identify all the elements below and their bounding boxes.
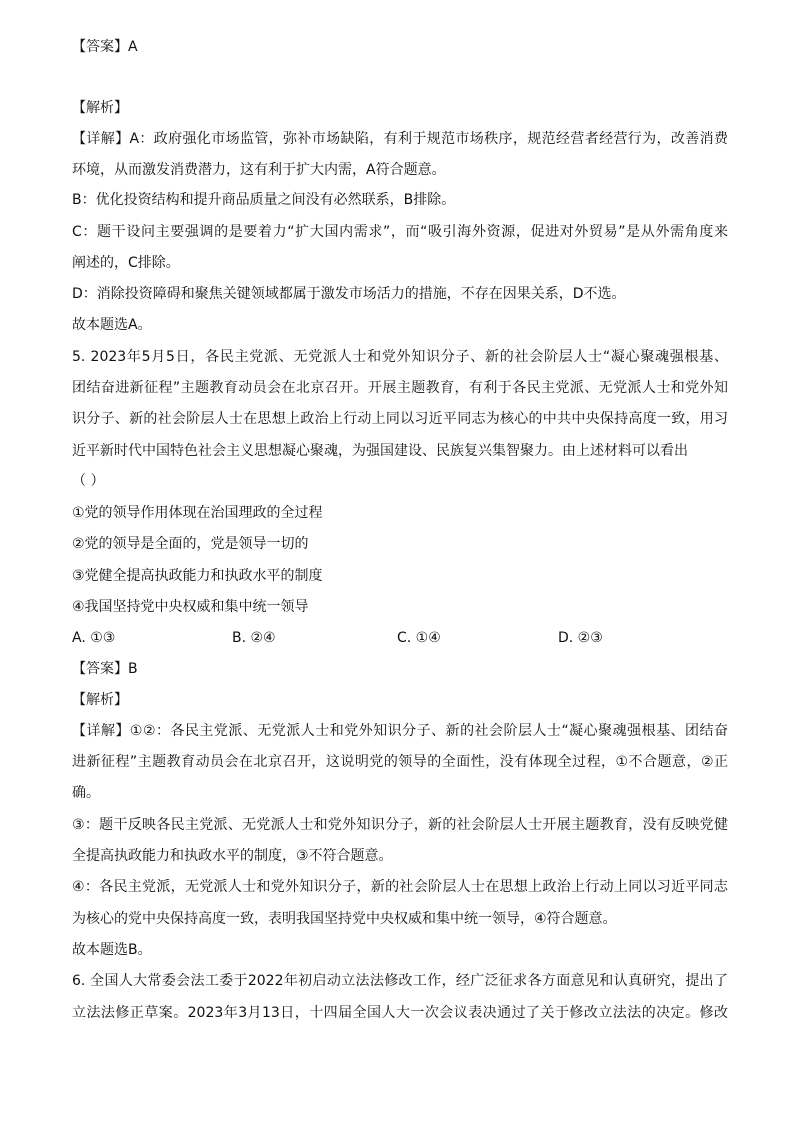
q5-detail-line: 进新征程”主题教育动员会在北京召开，这说明党的领导的全面性，没有体现全过程，①不合题意，②正: [72, 754, 728, 770]
q4-detail-line: 【详解】A：政府强化市场监管，弥补市场缺陷，有利于规范市场秩序，规范经营者经营行为，改善消费: [72, 131, 728, 147]
q5-answer-blank: （ ）: [72, 473, 105, 489]
q4-detail-line: 阐述的，C排除。: [72, 255, 180, 271]
q5-option-b: B. ②④: [232, 630, 276, 646]
q5-detail-line: 确。: [72, 785, 100, 801]
q5-option-a: A. ①③: [72, 630, 116, 646]
answer-label: 【答案】: [72, 661, 128, 677]
q5-stem-line: 5. 2023年5月5日，各民主党派、无党派人士和党外知识分子、新的社会阶层人士“凝心聚魂强根基、: [72, 349, 728, 365]
q5-statement: ④我国坚持党中央权威和集中统一领导: [72, 599, 309, 615]
q6-stem-line: 立法法修正草案。2023年3月13日，十四届全国人大一次会议表决通过了关于修改立法法的决定。修改: [72, 1005, 728, 1021]
q5-detail-line: 为核心的党中央保持高度一致，表明我国坚持党中央权威和集中统一领导，④符合题意。: [72, 911, 617, 927]
q5-detail-line: 全提高执政能力和执政水平的制度，③不符合题意。: [72, 848, 393, 864]
q5-statement: ③党健全提高执政能力和执政水平的制度: [72, 568, 323, 584]
q5-statement: ①党的领导作用体现在治国理政的全过程: [72, 505, 323, 521]
q5-option-d: D. ②③: [558, 630, 603, 646]
q6-stem-line: 6. 全国人大常委会法工委于2022年初启动立法法修改工作，经广泛征求各方面意见和认真研究，提出了: [72, 973, 728, 989]
q4-answer: [72, 37, 138, 57]
q4-detail-line: C：题干设问主要强调的是要着力“扩大国内需求”，而“吸引海外资源，促进对外贸易”是从外需角度来: [72, 224, 728, 240]
q5-stem-line: 团结奋进新征程”主题教育动员会在北京召开。开展主题教育，有利于各民主党派、无党派人士和党外知: [72, 380, 728, 396]
q5-answer: [72, 659, 138, 679]
q5-statement: ②党的领导是全面的，党是领导一切的: [72, 536, 309, 552]
q4-conclusion: 故本题选A。: [72, 317, 152, 333]
q5-conclusion: 故本题选B。: [72, 942, 152, 958]
answer-value: B: [128, 661, 138, 677]
q5-detail-line: ③：题干反映各民主党派、无党派人士和党外知识分子，新的社会阶层人士开展主题教育，没有反映党健: [72, 817, 728, 833]
q5-detail-line: 【详解】①②：各民主党派、无党派人士和党外知识分子、新的社会阶层人士“凝心聚魂强根基、团结奋: [72, 723, 728, 739]
q5-option-c: C. ①④: [397, 630, 441, 646]
q4-analysis-label: 【解析】: [72, 100, 128, 116]
q4-detail-line: B：优化投资结构和提升商品质量之间没有必然联系，B排除。: [72, 192, 456, 208]
q5-detail-line: ④：各民主党派，无党派人士和党外知识分子，新的社会阶层人士在思想上政治上行动上同以习近平同志: [72, 879, 728, 895]
q5-stem-line: 识分子、新的社会阶层人士在思想上政治上行动上同以习近平同志为核心的中共中央保持高度一致，用习: [72, 411, 728, 427]
answer-value: A: [128, 39, 138, 55]
q4-detail-line: 环境，从而激发消费潜力，这有利于扩大内需，A符合题意。: [72, 162, 446, 178]
answer-label: 【答案】: [72, 39, 128, 55]
q4-detail-line: D：消除投资障碍和聚焦关键领域都属于激发市场活力的措施，不存在因果关系，D不选。: [72, 286, 626, 302]
q5-stem-line: 近平新时代中国特色社会主义思想凝心聚魂，为强国建设、民族复兴集智聚力。由上述材料可以看出: [72, 443, 688, 459]
q5-analysis-label: 【解析】: [72, 692, 128, 708]
